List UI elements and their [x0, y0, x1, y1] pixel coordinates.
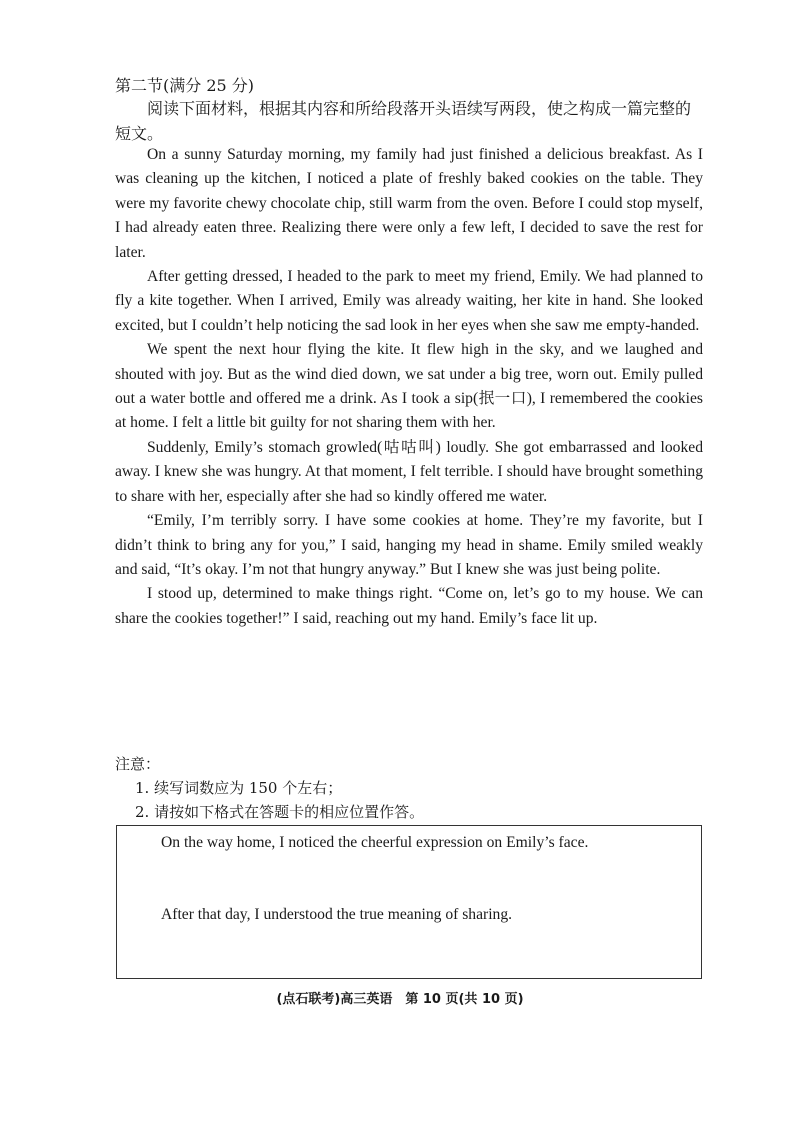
passage-paragraph-6: I stood up, determined to make things right. “Come on, let’s go to my house. We can share the cookies together!” I said, reaching out my hand. Emily’s face lit up.	[115, 585, 703, 627]
reading-passage	[115, 143, 703, 631]
note-item-1: 1. 续写词数应为 150 个左右；	[135, 779, 343, 797]
passage-paragraph-2: After getting dressed, I headed to the park to meet my friend, Emily. We had planned to fly a kite together. When I arrived, Emily was already waiting, her kite in hand. She looked excited, but I couldn’t help noticing the sad look in her eyes when she saw me empty-handed.	[115, 268, 703, 334]
page-footer: (点石联考)高三英语 第 10 页(共 10 页)	[276, 992, 524, 1007]
passage-paragraph-3: We spent the next hour flying the kite. It flew high in the sky, and we laughed and shouted with joy. But as the wind died down, we sat under a big tree, worn out. Emily pulled out a water bottle and offered me a drink. As I took a sip(抿一口), I remembered the cookies at home. I felt a little bit guilty for not sharing them with her.	[115, 341, 703, 432]
notes-heading: 注意：	[115, 755, 161, 773]
answer-box	[116, 825, 702, 979]
notes-section	[115, 752, 703, 824]
note-item-2: 2. 请按如下格式在答题卡的相应位置作答。	[135, 803, 425, 821]
passage-paragraph-4: Suddenly, Emily’s stomach growled(咕咕叫) loudly. She got embarrassed and looked away. I knew she was hungry. At that moment, I felt terrible. I should have brought something to share with her, especially after she had so kindly offered me water.	[115, 438, 703, 505]
paragraph-starter-2: After that day, I understood the true meaning of sharing.	[161, 906, 513, 923]
instruction-text: 阅读下面材料，根据其内容和所给段落开头语续写两段，使之构成一篇完整的短文。	[115, 99, 692, 143]
passage-paragraph-1: On a sunny Saturday morning, my family had just finished a delicious breakfast. As I was cleaning up the kitchen, I noticed a plate of freshly baked cookies on the table. They were my favorite chewy chocolate chip, still warm from the oven. Before I could stop myself, I had already eaten three. Realizing there were only a few left, I decided to save the rest for later.	[115, 146, 703, 261]
paragraph-starter-1: On the way home, I noticed the cheerful expression on Emily’s face.	[161, 834, 589, 851]
section-title: 第二节(满分 25 分)	[115, 76, 255, 95]
passage-paragraph-5: “Emily, I’m terribly sorry. I have some cookies at home. They’re my favorite, but I didn’t think to bring any for you,” I said, hanging my head in shame. Emily smiled weakly and said, “It’s okay. I’m not that hungry anyway.” But I knew she was just being polite.	[115, 512, 703, 578]
